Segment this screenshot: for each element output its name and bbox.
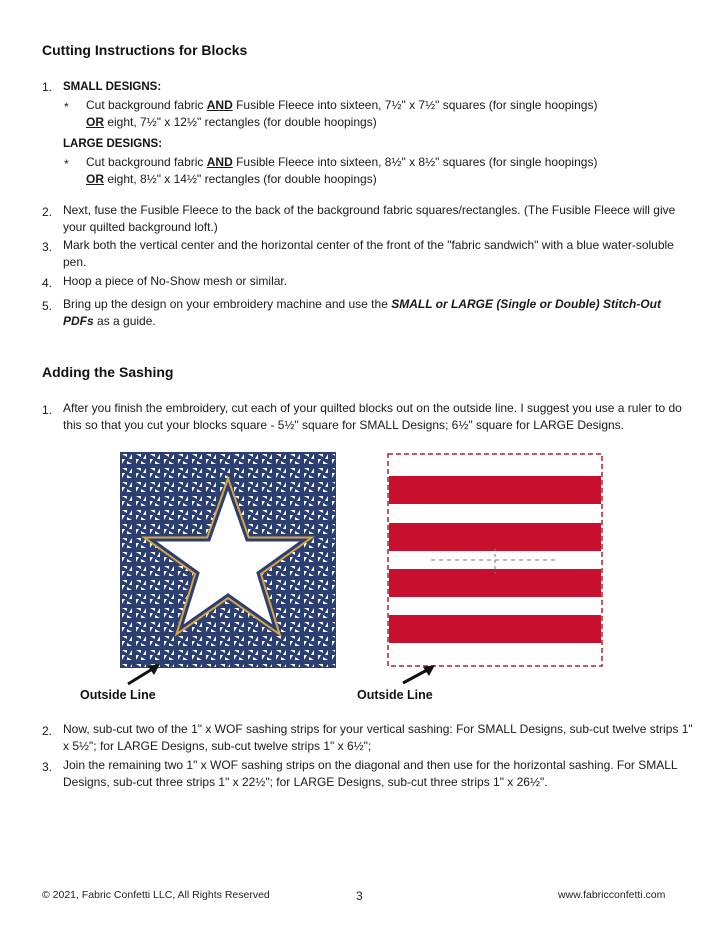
bullet-star: * [64,157,69,171]
small-designs-line2: OR eight, 7½" x 12½" rectangles (for double hoopings) [86,115,377,129]
small-designs-heading: SMALL DESIGNS: [63,81,162,93]
item-number: 2. [42,205,53,219]
large-designs-heading: LARGE DESIGNS: [63,138,163,150]
bullet-star: * [64,100,69,114]
item-number: 1. [42,403,53,417]
item-number: 5. [42,299,53,313]
arrow-icon [397,658,447,688]
large-designs-line2: OR eight, 8½" x 14½" rectangles (for double hoopings) [86,172,377,186]
caption-outside-line-left: Outside Line [80,688,156,702]
instruction-cut-blocks: After you finish the embroidery, cut each of your quilted blocks out on the outside line. I suggest you use a ruler to do this so that you cut your blocks square - 5½" square for SMALL Designs; 6½" square for LARGE Designs. [63,401,682,432]
caption-outside-line-right: Outside Line [357,688,433,702]
item-number: 2. [42,724,53,738]
arrow-icon [120,658,170,688]
large-designs-line1: Cut background fabric AND Fusible Fleece into sixteen, 8½" x 8½" squares (for single hoopings) [86,155,598,169]
footer-url[interactable]: www.fabricconfetti.com [558,889,666,901]
instruction-bring-up-design: Bring up the design on your embroidery machine and use the SMALL or LARGE (Single or Double) Stitch-Out PDFs as a guide. [63,297,661,328]
instruction-fuse-fleece: Next, fuse the Fusible Fleece to the back of the background fabric squares/rectangles. (The Fusible Fleece will give your quilted background loft.) [63,203,676,234]
red-stripe [389,476,601,504]
item-number: 3. [42,240,53,254]
section-title-sashing: Adding the Sashing [42,364,174,380]
item-number: 4. [42,276,53,290]
section-title-cutting: Cutting Instructions for Blocks [42,42,248,58]
footer-copyright: © 2021, Fabric Confetti LLC, All Rights Reserved [42,889,270,901]
instruction-vertical-sashing: Now, sub-cut two of the 1" x WOF sashing strips for your vertical sashing: For SMALL Designs, sub-cut twelve strips 1" x 5½"; for LARGE Designs, sub-cut twelve strips 1" x 6½"; [63,722,693,753]
star-block-image [120,452,336,668]
stripes-block-image [386,452,604,668]
small-designs-line1: Cut background fabric AND Fusible Fleece into sixteen, 7½" x 7½" squares (for single hoopings) [86,98,598,112]
red-stripe [389,615,601,643]
item-number: 3. [42,760,53,774]
red-stripe [389,523,601,551]
item-number: 1. [42,80,53,94]
instruction-hoop-mesh: Hoop a piece of No-Show mesh or similar. [63,274,288,288]
instruction-mark-center: Mark both the vertical center and the horizontal center of the front of the "fabric sandwich" with a blue water-soluble pen. [63,238,674,269]
footer-page-number: 3 [356,889,363,903]
instruction-horizontal-sashing: Join the remaining two 1" x WOF sashing strips on the diagonal and then use for the horizontal sashing. For SMALL Designs, sub-cut three strips 1" x 22½"; for LARGE Designs, sub-cut three strips 1" x 26½". [63,758,678,789]
